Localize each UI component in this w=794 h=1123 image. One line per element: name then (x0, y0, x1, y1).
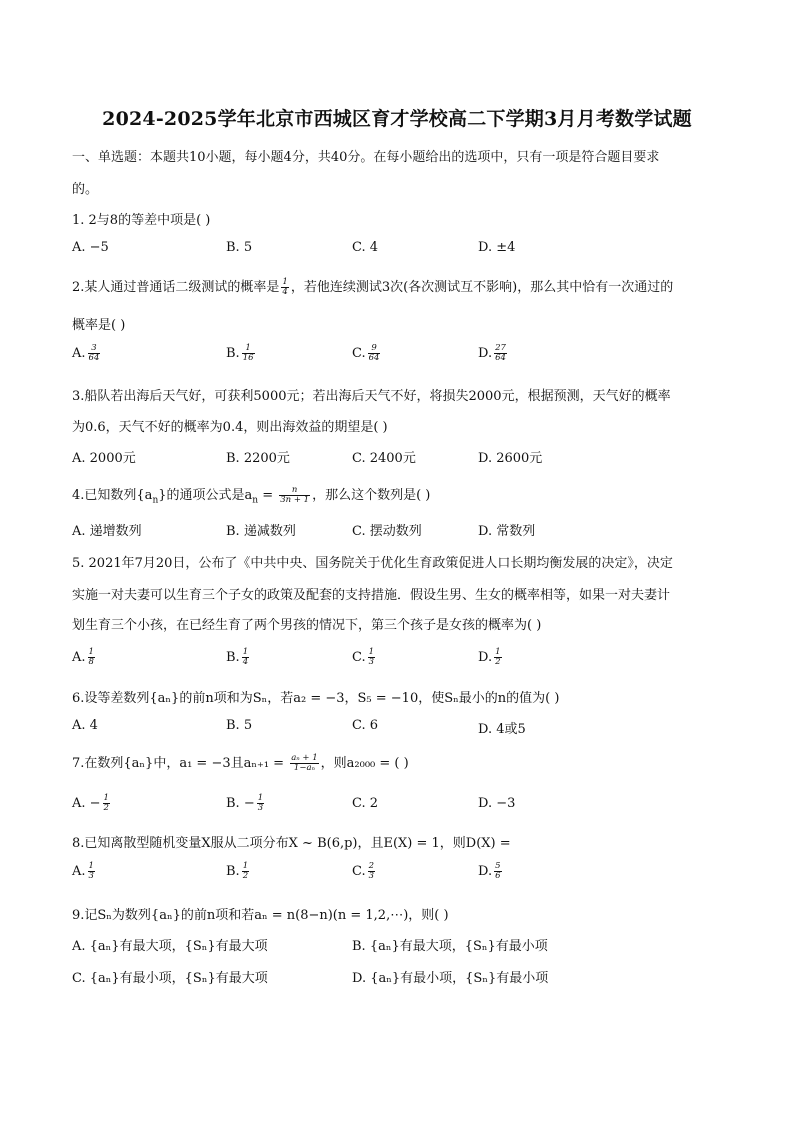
question-2-option-b (226, 344, 257, 363)
option-fraction (242, 344, 255, 363)
question-2-stem-part: ，若他连续测试3次(各次测试互不影响)，那么其中恰有一次通过的 (290, 280, 674, 295)
option-fraction (257, 794, 264, 813)
question-6-option-a: A. 4 (72, 718, 98, 733)
question-2-fraction (281, 278, 288, 297)
fraction-numerator: 1 (495, 647, 501, 657)
option-letter: B. (226, 864, 240, 879)
question-7-option-d: D. −3 (478, 796, 516, 811)
fraction-denominator: 4 (282, 287, 288, 297)
option-letter: C. (352, 864, 366, 879)
question-7-stem-part: 7.在数列{aₙ}中，a₁ = −3且aₙ₊₁ = (72, 756, 289, 771)
option-letter: A. − (72, 796, 101, 811)
fraction-denominator: 6 (495, 871, 501, 881)
question-2-stem-part: 2.某人通过普通话二级测试的概率是 (72, 280, 280, 295)
option-fraction (88, 344, 101, 363)
section-instruction-line1: 一、单选题：本题共10小题，每小题4分，共40分。在每小题给出的选项中，只有一项是符合题目要求 (72, 150, 660, 165)
option-fraction (88, 862, 95, 881)
option-fraction (368, 344, 381, 363)
question-9-option-c: C. {aₙ}有最小项，{Sₙ}有最大项 (72, 971, 268, 986)
option-letter: B. (226, 346, 240, 361)
question-8-option-a (72, 862, 97, 881)
question-7-option-c: C. 2 (352, 796, 379, 811)
fraction-numerator: 1 (368, 647, 375, 657)
question-5-option-d (478, 648, 504, 667)
question-4-option-d: D. 常数列 (478, 524, 536, 539)
fraction-denominator: 8 (88, 657, 94, 667)
question-1-option-b: B. 5 (226, 240, 253, 255)
option-fraction (494, 344, 507, 363)
fraction-numerator: 27 (495, 343, 506, 353)
fraction-denominator: 16 (242, 353, 254, 363)
fraction-denominator: 1−aₙ (293, 763, 315, 773)
question-9-option-d: D. {aₙ}有最小项，{Sₙ}有最小项 (352, 971, 549, 986)
fraction-numerator: 1 (88, 861, 94, 871)
question-4-option-b: B. 递减数列 (226, 524, 296, 539)
question-8-option-d (478, 862, 504, 881)
question-3-option-d: D. 2600元 (478, 451, 543, 466)
option-letter: C. (352, 650, 366, 665)
question-5-option-c (352, 648, 377, 667)
option-fraction (242, 648, 249, 667)
question-2-stem-line2: 概率是( ) (72, 318, 126, 333)
option-fraction (368, 648, 375, 667)
fraction-numerator: 1 (282, 277, 288, 287)
question-2-option-d (478, 344, 509, 363)
question-4-stem: 4.已知数列$\{a_n\}$的通项公式是$a_n$ = $\frac{n}{3n + 1}$ ，那么这个数列是( ) (72, 485, 431, 506)
fraction-denominator: 3n + 1 (280, 495, 310, 505)
question-3-option-c: C. 2400元 (352, 451, 416, 466)
option-letter: B. (226, 650, 240, 665)
question-7-option-b (226, 794, 266, 813)
fraction-numerator: 1 (242, 647, 249, 657)
fraction-numerator: n (279, 486, 310, 496)
question-5-option-b (226, 648, 251, 667)
question-9-option-b: B. {aₙ}有最大项，{Sₙ}有最小项 (352, 939, 548, 954)
question-1-option-a: A. −5 (72, 240, 109, 255)
option-letter: A. (72, 864, 86, 879)
question-8-option-b (226, 862, 251, 881)
question-6-option-c: C. 6 (352, 718, 379, 733)
question-2-option-a (72, 344, 102, 363)
question-1-option-d: D. ±4 (478, 240, 516, 255)
question-6-option-b: B. 5 (226, 718, 253, 733)
question-3-option-a: A. 2000元 (72, 451, 136, 466)
question-6-stem: 6.设等差数列{aₙ}的前n项和为Sₙ，若a₂ = −3，S₅ = −10，使Sₙ最小的n的值为( ) (72, 691, 560, 706)
fraction-numerator: aₙ + 1 (291, 753, 318, 763)
fraction-numerator: 1 (88, 647, 94, 657)
option-fraction (88, 648, 95, 667)
question-4-fraction (279, 486, 310, 505)
fraction-denominator: 3 (368, 871, 375, 881)
fraction-numerator: 1 (257, 793, 264, 803)
option-letter: A. (72, 650, 86, 665)
question-3-stem-line1: 3.船队若出海后天气好，可获利5000元；若出海后天气不好，将损失2000元，根据预测，天气好的概率 (72, 389, 671, 404)
fraction-numerator: 3 (88, 344, 101, 354)
question-4-option-c: C. 摆动数列 (352, 524, 422, 539)
question-4-stem-part: ，那么这个数列是( ) (312, 488, 431, 503)
question-7-option-a (72, 794, 112, 813)
option-letter: B. − (226, 796, 255, 811)
option-fraction (494, 862, 501, 881)
question-1-option-c: C. 4 (352, 240, 379, 255)
fraction-denominator: 3 (257, 803, 264, 813)
fraction-denominator: 64 (88, 353, 100, 363)
fraction-numerator: 2 (368, 861, 375, 871)
fraction-denominator: 4 (242, 657, 249, 667)
option-letter: D. (478, 650, 493, 665)
question-5-stem-line1: 5. 2021年7月20日，公布了《中共中央、国务院关于优化生育政策促进人口长期均衡发展的决定》，决定 (72, 556, 673, 571)
question-7-stem-part: ，则a₂₀₀₀ = ( ) (320, 756, 409, 771)
fraction-denominator: 2 (103, 803, 109, 813)
question-6-option-d: D. 4或5 (478, 722, 526, 737)
option-letter: A. (72, 346, 86, 361)
fraction-numerator: 1 (242, 344, 255, 354)
section-instruction-line2: 的。 (72, 182, 99, 197)
question-9-option-a: A. {aₙ}有最大项，{Sₙ}有最大项 (72, 939, 268, 954)
question-4-stem-part: 4.已知数列{a (72, 488, 153, 503)
question-5-stem-line3: 划生育三个小孩，在已经生育了两个男孩的情况下，第三个孩子是女孩的概率为( ) (72, 618, 542, 633)
fraction-denominator: 2 (242, 871, 249, 881)
page-title: 2024-2025学年北京市西城区育才学校高二下学期3月月考数学试题 (102, 108, 692, 130)
option-letter: D. (478, 346, 493, 361)
question-4-stem-part: = (258, 488, 278, 503)
fraction-numerator: 1 (103, 793, 109, 803)
question-4-stem-part: }的通项公式是a (158, 488, 253, 503)
question-7-fraction (290, 754, 318, 773)
question-5-stem-line2: 实施一对夫妻可以生育三个子女的政策及配套的支持措施．假设生男、生女的概率相等，如果一对夫妻计 (72, 588, 671, 603)
question-3-stem-line2: 为0.6，天气不好的概率为0.4，则出海效益的期望是( ) (72, 420, 388, 435)
fraction-numerator: 9 (368, 344, 381, 354)
question-8-stem: 8.已知离散型随机变量X服从二项分布X ~ B(6,p)，且E(X) = 1，则D(X) = (72, 836, 511, 851)
question-7-stem (72, 752, 409, 773)
fraction-denominator: 64 (495, 353, 506, 363)
fraction-denominator: 3 (368, 657, 375, 667)
option-fraction (494, 648, 501, 667)
question-9-stem: 9.记Sₙ为数列{aₙ}的前n项和若aₙ = n(8−n)(n = 1,2,⋯)，则( ) (72, 908, 449, 923)
fraction-numerator: 5 (495, 861, 501, 871)
option-letter: C. (352, 346, 366, 361)
fraction-denominator: 2 (495, 657, 501, 667)
option-fraction (103, 794, 110, 813)
question-8-option-c (352, 862, 377, 881)
question-4-option-a: A. 递增数列 (72, 524, 142, 539)
option-letter: D. (478, 864, 493, 879)
question-3-option-b: B. 2200元 (226, 451, 290, 466)
fraction-numerator: 1 (242, 861, 249, 871)
option-fraction (368, 862, 375, 881)
fraction-denominator: 64 (368, 353, 380, 363)
question-1-stem: 1. 2与8的等差中项是( ) (72, 213, 211, 228)
question-2-option-c (352, 344, 382, 363)
fraction-denominator: 3 (88, 871, 94, 881)
question-5-option-a (72, 648, 97, 667)
option-fraction (242, 862, 249, 881)
question-2-stem-line1 (72, 276, 673, 297)
